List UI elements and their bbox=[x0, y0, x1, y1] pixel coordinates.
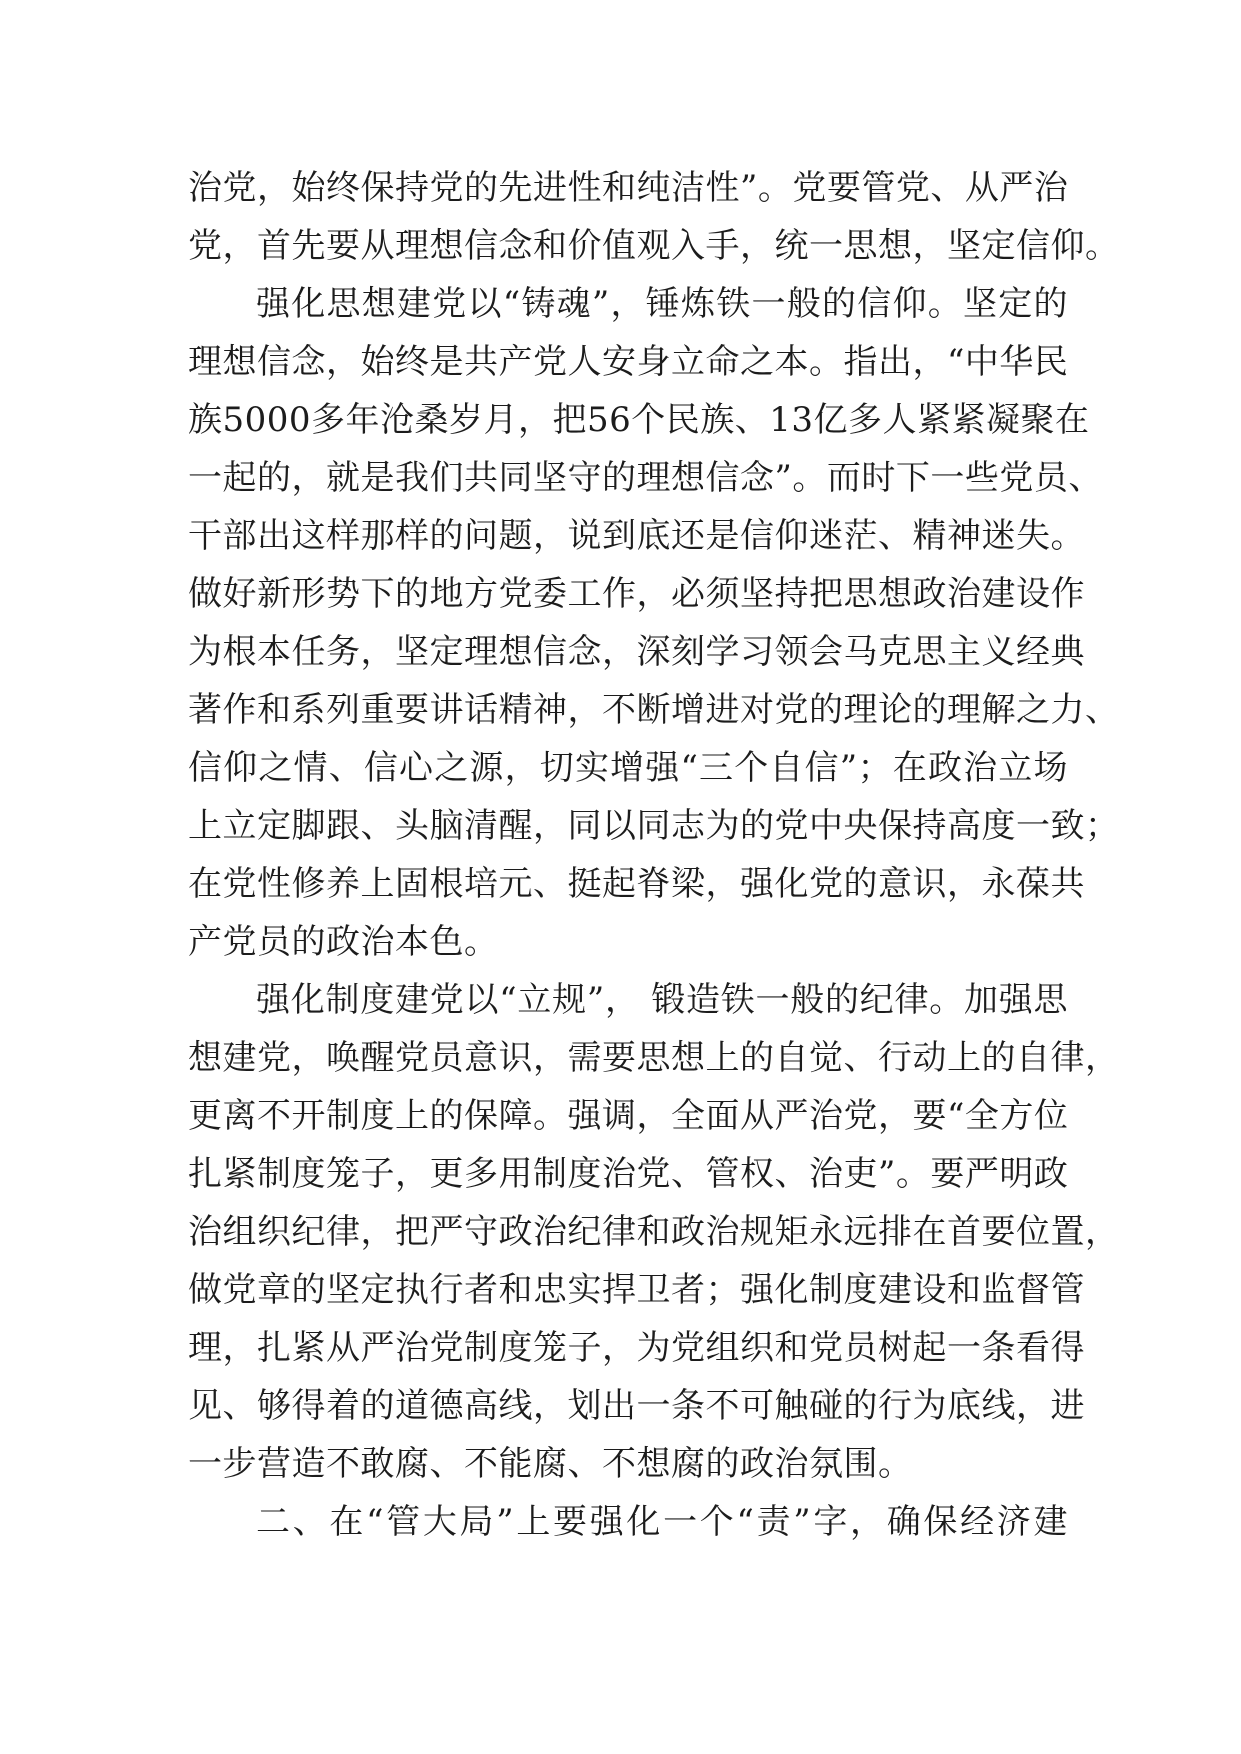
text-line: 一起的，就是我们共同坚守的理想信念”。而时下一些党员、 bbox=[188, 458, 1103, 498]
text-line: 想建党，唤醒党员意识，需要思想上的自觉、行动上的自律， bbox=[188, 1038, 1120, 1078]
text-line: 在党性修养上固根培元、挺起脊梁，强化党的意识，永葆共 bbox=[188, 864, 1085, 904]
text-line: 为根本任务，坚定理想信念，深刻学习领会马克思主义经典 bbox=[188, 632, 1085, 672]
text-line: 理，扎紧从严治党制度笼子，为党组织和党员树起一条看得 bbox=[188, 1328, 1085, 1368]
text-line: 著作和系列重要讲话精神，不断增进对党的理论的理解之力、 bbox=[188, 690, 1120, 730]
text-line: 信仰之情、信心之源，切实增强“三个自信”；在政治立场 bbox=[188, 748, 1068, 788]
text-line: 干部出这样那样的问题，说到底还是信仰迷茫、精神迷失。 bbox=[188, 516, 1085, 556]
text-line: 上立定脚跟、头脑清醒，同以同志为的党中央保持高度一致； bbox=[188, 806, 1120, 846]
text-line: 理想信念，始终是共产党人安身立命之本。指出，“中华民 bbox=[188, 342, 1069, 382]
text-line: 扎紧制度笼子，更多用制度治党、管权、治吏”。要严明政 bbox=[188, 1154, 1069, 1194]
body-text bbox=[188, 159, 1120, 1551]
text-line: 做好新形势下的地方党委工作，必须坚持把思想政治建设作 bbox=[188, 574, 1085, 614]
text-line: 做党章的坚定执行者和忠实捍卫者；强化制度建设和监督管 bbox=[188, 1270, 1085, 1310]
text-line: 强化制度建党以“立规”， 锻造铁一般的纪律。加强思 bbox=[256, 980, 1068, 1020]
text-line: 族5000多年沧桑岁月，把56个民族、13亿多人紧紧凝聚在 bbox=[188, 400, 1090, 440]
text-line: 治党，始终保持党的先进性和纯洁性”。党要管党、从严治 bbox=[188, 168, 1069, 208]
text-line: 一步营造不敢腐、不能腐、不想腐的政治氛围。 bbox=[188, 1444, 913, 1484]
text-line: 更离不开制度上的保障。强调，全面从严治党，要“全方位 bbox=[188, 1096, 1069, 1136]
text-line: 见、够得着的道德高线，划出一条不可触碰的行为底线，进 bbox=[188, 1386, 1085, 1426]
text-line: 强化思想建党以“铸魂”，锤炼铁一般的信仰。坚定的 bbox=[256, 284, 1068, 324]
text-line: 治组织纪律，把严守政治纪律和政治规矩永远排在首要位置， bbox=[188, 1212, 1120, 1252]
text-line: 二、在“管大局”上要强化一个“责”字，确保经济建 bbox=[256, 1502, 1068, 1542]
text-line: 党，首先要从理想信念和价值观入手，统一思想，坚定信仰。 bbox=[188, 226, 1120, 266]
text-line: 产党员的政治本色。 bbox=[188, 922, 499, 962]
